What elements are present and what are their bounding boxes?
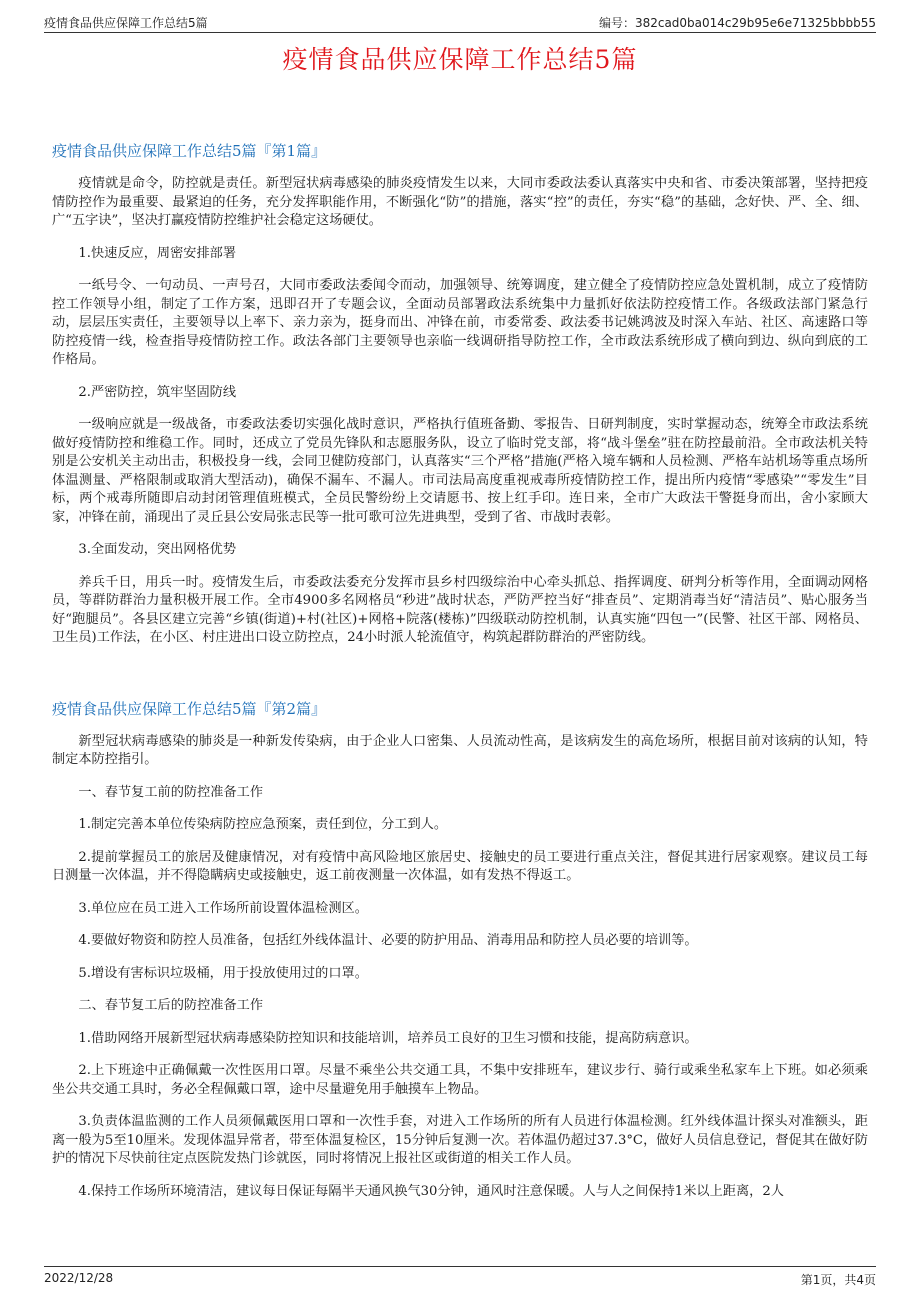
page-footer	[44, 1266, 876, 1291]
list-item: 3.负责体温监测的工作人员须佩戴医用口罩和一次性手套，对进入工作场所的所有人员进行体温检测。红外线体温计探头对准额头，距离一般为5至10厘米。发现体温异常者，带至体温复检区，15分钟后复测一次。若体温仍超过37.3°C，做好人员信息登记，督促其在做好防护的情况下尽快前往定点医院发热门诊就医，同时将情况上报社区或街道的相关工作人员。	[52, 1114, 868, 1166]
subheading: 二、春节复工后的防控准备工作	[78, 998, 264, 1013]
section-heading: 疫情食品供应保障工作总结5篇『第1篇』	[52, 142, 327, 160]
list-item: 1.借助网络开展新型冠状病毒感染防控知识和技能培训，培养员工良好的卫生习惯和技能，提高防病意识。	[78, 1030, 698, 1046]
page-title: 疫情食品供应保障工作总结5篇	[282, 45, 638, 74]
paragraph: 一纸号令、一句动员、一声号召，大同市委政法委闻令而动，加强领导、统筹调度，建立健全了疫情防控应急处置机制，成立了疫情防控工作领导小组，制定了工作方案，迅即召开了专题会议，全面动员部署政法系统集中力量抓好依法防控疫情工作。各级政法部门紧急行动，层层压实责任，主要领导以上率下、亲力亲为，挺身而出、冲锋在前，市委常委、政法委书记姚鸿波及时深入车站、社区、高速路口等防控疫情一线，检查指导疫情防控工作。政法各部门主要领导也亲临一线调研指导防控工作，全市政法系统形成了横向到边、纵向到底的工作格局。	[52, 278, 868, 367]
list-item: 2.提前掌握员工的旅居及健康情况，对有疫情中高风险地区旅居史、接触史的员工要进行重点关注，督促其进行居家观察。建议员工每日测量一次体温，并不得隐瞒病史或接触史，返工前夜测量一次体温，如有发热不得返工。	[52, 849, 868, 883]
paragraph: 养兵千日，用兵一时。疫情发生后，市委政法委充分发挥市县乡村四级综治中心牵头抓总、指挥调度、研判分析等作用，全面调动网格员，等群防群治力量积极开展工作。全市4900多名网格员“秒进”战时状态，严防严控当好“排查员”、定期消毒当好“清洁员”、贴心服务当好“跑腿员”。各县区建立完善“乡镇(街道)+村(社区)+网格+院落(楼栋)”四级联动防控机制，认真实施“四包一”(民警、社区干部、网格员、卫生员)工作法，在小区、村庄进出口设立防控点，24小时派人轮流值守，构筑起群防群治的严密防线。	[52, 574, 868, 645]
page-header	[44, 10, 876, 33]
document-body	[52, 140, 868, 1215]
subheading: 一、春节复工前的防控准备工作	[78, 784, 264, 800]
paragraph: 一级响应就是一级战备，市委政法委切实强化战时意识，严格执行值班备勤、零报告、日研判制度，实时掌握动态，统筹全市政法系统做好疫情防控和维稳工作。同时，还成立了党员先锋队和志愿服务队，设立了临时党支部，将“战斗堡垒”驻在防控最前沿。全市政法机关特别是公安机关主动出击，积极投身一线，会同卫健防疫部门，认真落实“三个严格”措施(严格入境车辆和人员检测、严格车站机场等重点场所体温测量、严格限制或取消大型活动)，确保不漏车、不漏人。市司法局高度重视戒毒所疫情防控工作，提出所内疫情“零感染”“零发生”目标，两个戒毒所随即启动封闭管理值班模式，全员民警纷纷上交请愿书、按上红手印。连日来，全市广大政法干警挺身而出，舍小家顾大家，冲锋在前，涌现出了灵丘县公安局张志民等一批可歌可泣先进典型，受到了省、市战时表彰。	[52, 417, 868, 525]
list-item: 1.制定完善本单位传染病防控应急预案，责任到位，分工到人。	[78, 817, 448, 832]
list-item: 2.上下班途中正确佩戴一次性医用口罩。尽量不乘坐公共交通工具，不集中安排班车，建议步行、骑行或乘坐私家车上下班。如必须乘坐公共交通工具时，务必全程佩戴口罩，途中尽量避免用手触摸车上物品。	[52, 1063, 868, 1097]
list-item: 5.增设有害标识垃圾桶，用于投放使用过的口罩。	[78, 965, 368, 981]
section-gap	[52, 662, 868, 698]
subheading: 2.严密防控，筑牢坚固防线	[78, 384, 237, 400]
section-heading: 疫情食品供应保障工作总结5篇『第2篇』	[52, 699, 327, 718]
list-item: 4.要做好物资和防控人员准备，包括红外线体温计、必要的防护用品、消毒用品和防控人员必要的培训等。	[78, 933, 698, 948]
subheading: 1.快速反应，周密安排部署	[78, 245, 237, 261]
paragraph: 疫情就是命令，防控就是责任。新型冠状病毒感染的肺炎疫情发生以来，大同市委政法委认真落实中央和省、市委决策部署，坚持把疫情防控作为最重要、最紧迫的任务，充分发挥职能作用，不断强化“防”的措施，落实“控”的责任，夯实“稳”的基础，念好快、严、全、细、广“五字诀”，坚决打赢疫情防控维护社会稳定这场硬仗。	[52, 176, 868, 228]
footer-page-info: 第1页，共4页	[800, 1273, 876, 1287]
subheading: 3.全面发动，突出网格优势	[78, 542, 237, 557]
list-item: 4.保持工作场所环境清洁，建议每日保证每隔半天通风换气30分钟，通风时注意保暖。人与人之间保持1米以上距离，2人	[78, 1183, 784, 1199]
header-doc-title: 疫情食品供应保障工作总结5篇	[44, 16, 208, 30]
paragraph: 新型冠状病毒感染的肺炎是一种新发传染病，由于企业人口密集、人员流动性高，是该病发生的高危场所，根据目前对该病的认知，特制定本防控指引。	[52, 733, 868, 767]
footer-date: 2022/12/28	[44, 1271, 114, 1285]
list-item: 3.单位应在员工进入工作场所前设置体温检测区。	[78, 900, 368, 916]
header-doc-code: 编号：382cad0ba014c29b95e6e71325bbbb55	[598, 16, 876, 30]
